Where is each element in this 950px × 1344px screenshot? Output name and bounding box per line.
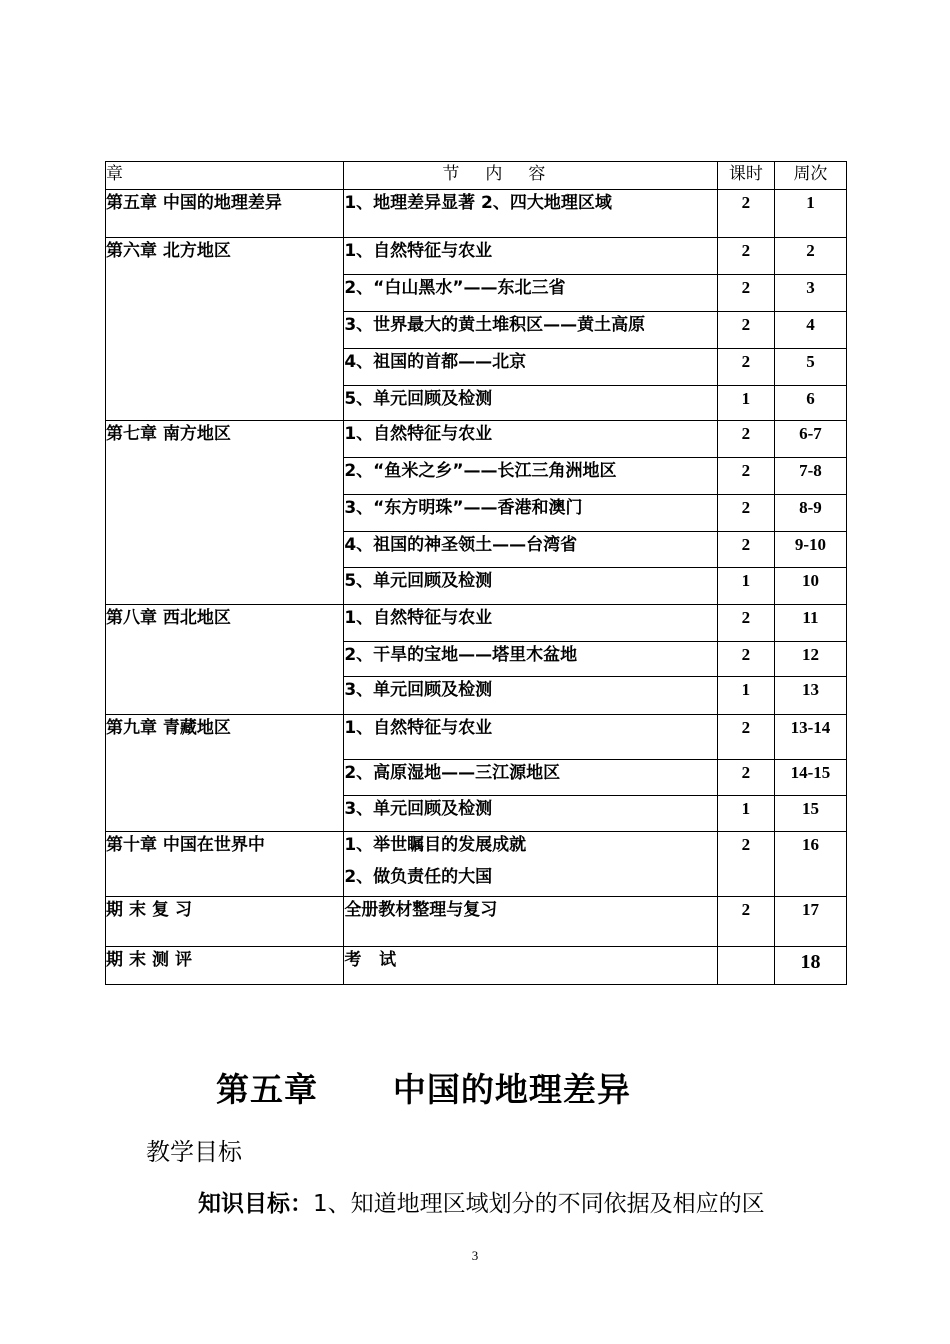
week-cell: 12	[774, 642, 846, 677]
week-cell: 14-15	[774, 760, 846, 796]
table-row	[106, 421, 847, 458]
section-cell: 1、自然特征与农业	[344, 421, 718, 458]
table-row	[106, 190, 847, 238]
section-cell: 1、自然特征与农业	[344, 238, 718, 275]
table-row	[106, 897, 847, 947]
week-cell: 8-9	[774, 495, 846, 532]
week-cell: 13-14	[774, 715, 846, 760]
hours-cell: 2	[717, 190, 774, 238]
hours-cell: 2	[717, 312, 774, 349]
week-cell: 13	[774, 677, 846, 715]
chapter-cell: 第七章 南方地区	[106, 421, 344, 605]
section-cell: 2、“鱼米之乡”——长江三角洲地区	[344, 458, 718, 495]
hours-cell: 2	[717, 349, 774, 386]
section-cell: 3、“东方明珠”——香港和澳门	[344, 495, 718, 532]
table-header-row	[106, 162, 847, 190]
hours-cell: 2	[717, 238, 774, 275]
hours-cell: 2	[717, 275, 774, 312]
week-cell: 1	[774, 190, 846, 238]
section-cell: 2、“白山黑水”——东北三省	[344, 275, 718, 312]
knowledge-goal-label: 知识目标：	[198, 1191, 313, 1217]
table-row	[106, 947, 847, 985]
section-cell: 3、单元回顾及检测	[344, 796, 718, 832]
header-hours: 课时	[717, 162, 774, 190]
week-cell: 4	[774, 312, 846, 349]
section-cell: 3、世界最大的黄土堆积区——黄土高原	[344, 312, 718, 349]
hours-cell: 1	[717, 386, 774, 421]
hours-cell: 2	[717, 605, 774, 642]
section-line: 2、做负责任的大国	[344, 867, 493, 887]
section-cell: 5、单元回顾及检测	[344, 386, 718, 421]
week-cell: 3	[774, 275, 846, 312]
hours-cell: 1	[717, 796, 774, 832]
section-cell: 2、干旱的宝地——塔里木盆地	[344, 642, 718, 677]
hours-cell: 2	[717, 832, 774, 897]
teaching-goals-heading: 教学目标	[146, 1138, 242, 1166]
week-cell: 5	[774, 349, 846, 386]
hours-cell: 2	[717, 642, 774, 677]
week-cell: 18	[774, 947, 846, 985]
section-cell	[344, 832, 718, 897]
section-cell: 4、祖国的首都——北京	[344, 349, 718, 386]
hours-cell: 2	[717, 715, 774, 760]
header-week: 周次	[774, 162, 846, 190]
chapter-cell: 第十章 中国在世界中	[106, 832, 344, 897]
table-row	[106, 832, 847, 897]
section-cell: 考 试	[344, 947, 718, 985]
week-cell: 7-8	[774, 458, 846, 495]
week-cell: 6	[774, 386, 846, 421]
week-cell: 6-7	[774, 421, 846, 458]
header-chapter: 章	[106, 162, 344, 190]
section-line: 1、举世瞩目的发展成就	[344, 835, 527, 855]
section-cell: 3、单元回顾及检测	[344, 677, 718, 715]
knowledge-goal-text: 1、知道地理区域划分的不同依据及相应的区	[313, 1191, 765, 1217]
week-cell: 9-10	[774, 532, 846, 568]
chapter-cell: 期末测评	[106, 947, 344, 985]
hours-cell: 1	[717, 677, 774, 715]
table-row	[106, 238, 847, 275]
week-cell: 16	[774, 832, 846, 897]
header-section-char: 内	[485, 164, 503, 184]
knowledge-goal	[198, 1185, 765, 1218]
section-cell: 1、自然特征与农业	[344, 605, 718, 642]
table-row	[106, 605, 847, 642]
hours-cell: 2	[717, 897, 774, 947]
hours-cell: 2	[717, 760, 774, 796]
table-row	[106, 715, 847, 760]
page-number: 3	[471, 1248, 479, 1263]
section-cell: 1、自然特征与农业	[344, 715, 718, 760]
section-cell: 全册教材整理与复习	[344, 897, 718, 947]
chapter-title: 第五章 中国的地理差异	[216, 1070, 631, 1109]
chapter-cell: 第八章 西北地区	[106, 605, 344, 715]
chapter-cell: 期末复习	[106, 897, 344, 947]
section-cell: 2、高原湿地——三江源地区	[344, 760, 718, 796]
section-cell: 5、单元回顾及检测	[344, 568, 718, 605]
week-cell: 15	[774, 796, 846, 832]
hours-cell	[717, 947, 774, 985]
section-cell: 4、祖国的神圣领土——台湾省	[344, 532, 718, 568]
hours-cell: 2	[717, 458, 774, 495]
week-cell: 11	[774, 605, 846, 642]
chapter-cell: 第五章 中国的地理差异	[106, 190, 344, 238]
week-cell: 17	[774, 897, 846, 947]
chapter-cell: 第六章 北方地区	[106, 238, 344, 421]
course-schedule-table	[105, 161, 847, 985]
header-section-char: 容	[528, 164, 546, 184]
header-section	[344, 162, 718, 190]
hours-cell: 2	[717, 421, 774, 458]
week-cell: 2	[774, 238, 846, 275]
header-section-char: 节	[442, 164, 460, 184]
hours-cell: 2	[717, 532, 774, 568]
chapter-cell: 第九章 青藏地区	[106, 715, 344, 832]
section-cell: 1、地理差异显著 2、四大地理区域	[344, 190, 718, 238]
hours-cell: 2	[717, 495, 774, 532]
hours-cell: 1	[717, 568, 774, 605]
week-cell: 10	[774, 568, 846, 605]
